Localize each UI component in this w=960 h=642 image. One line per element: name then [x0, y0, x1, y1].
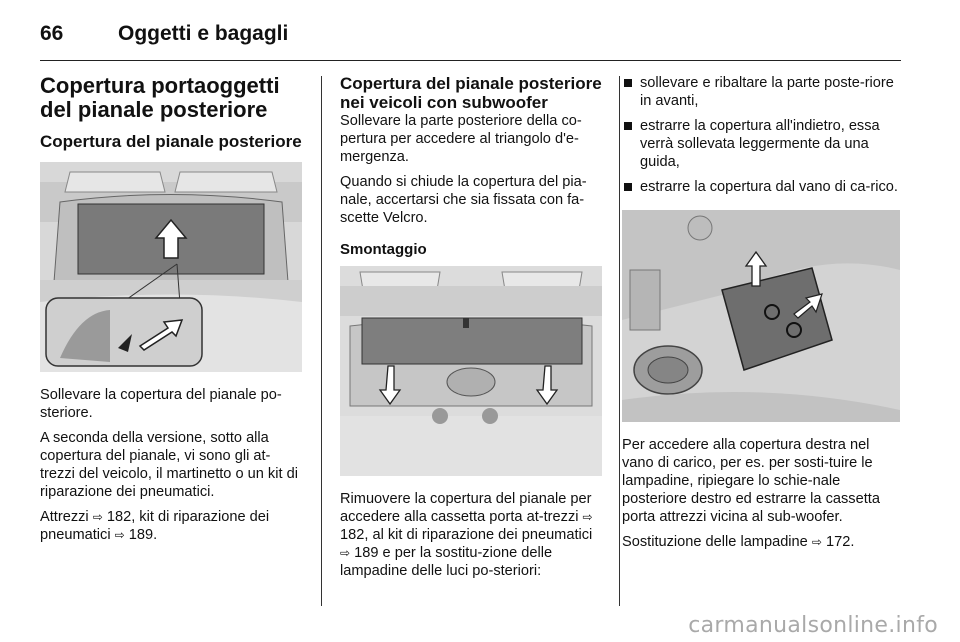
paragraph: Attrezzi ⇨ 182, kit di riparazione dei pneumatici ⇨ 189.	[40, 509, 270, 543]
page-number: 66	[40, 22, 64, 45]
page-ref-icon: ⇨	[114, 528, 125, 542]
paragraph: Sostituzione delle lampadine ⇨ 172.	[622, 534, 855, 550]
paragraph: Sollevare la parte posteriore della co-pertura per accedere al triangolo d'e-mergenza.	[340, 113, 582, 165]
bullet-square-icon	[624, 183, 632, 191]
paragraph: Quando si chiude la copertura del pia-nale, accertarsi che sia fissata con fa-scette Velcro.	[340, 174, 587, 226]
subsection-title: Smontaggio	[340, 241, 427, 258]
header-divider	[40, 60, 901, 61]
paragraph: Per accedere alla copertura destra nel vano di carico, per es. per sosti-tuire le lampadine, ripiegare lo schie-nale posteriore destro ed estrarre la cassetta porta attrezzi vicina al sub-woofer.	[622, 437, 880, 525]
subsection-title: Copertura del pianale posteriore	[40, 132, 302, 151]
section-title: Copertura portaoggetti del pianale posteriore	[40, 73, 280, 122]
bullet-list	[622, 74, 902, 196]
section-title: Copertura del pianale posteriore nei veicoli con subwoofer	[340, 74, 602, 112]
list-item: sollevare e ribaltare la parte poste-riore in avanti,	[622, 74, 902, 110]
bullet-square-icon	[624, 122, 632, 130]
page-header	[40, 22, 920, 62]
trunk-floor-illustration	[40, 162, 302, 372]
page-ref-icon: ⇨	[582, 510, 593, 524]
page-ref-icon: ⇨	[811, 535, 822, 549]
bullet-square-icon	[624, 79, 632, 87]
paragraph: A seconda della versione, sotto alla copertura del pianale, vi sono gli at-trezzi del veicolo, il martinetto o un kit di riparazione dei pneumatici.	[40, 430, 298, 500]
column-divider-2	[619, 76, 620, 606]
paragraph: Rimuovere la copertura del pianale per accedere alla cassetta porta at-trezzi ⇨ 182, al kit di riparazione dei pneumatici ⇨ 189 e per la sostitu-zione delle lampadine delle luci po-steriori:	[340, 491, 593, 579]
watermark: carmanualsonline.info	[688, 613, 938, 638]
column-3	[622, 74, 902, 558]
column-divider-1	[321, 76, 322, 606]
list-item: estrarre la copertura all'indietro, essa verrà sollevata leggermente da una guida,	[622, 117, 902, 171]
page-ref-icon: ⇨	[340, 546, 351, 560]
subwoofer-cover-illustration	[340, 266, 602, 476]
toolbox-subwoofer-illustration	[622, 210, 900, 422]
chapter-title: Oggetti e bagagli	[118, 22, 289, 45]
column-2	[340, 74, 604, 587]
paragraph: Sollevare la copertura del pianale po-steriore.	[40, 387, 282, 421]
page-ref-icon: ⇨	[92, 510, 103, 524]
column-1	[40, 74, 304, 551]
list-item: estrarre la copertura dal vano di ca-rico.	[622, 178, 902, 196]
